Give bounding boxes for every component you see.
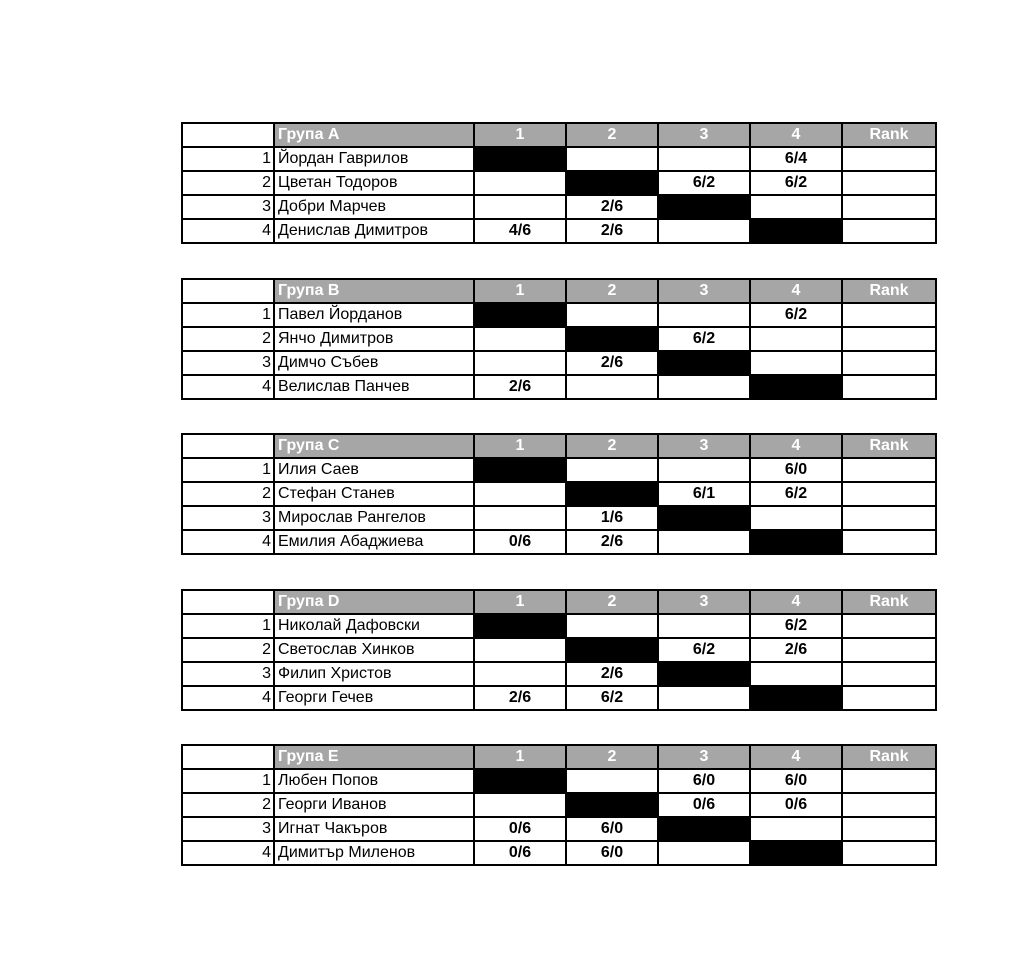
player-name: Илия Саев — [274, 458, 474, 482]
rank-cell — [842, 375, 936, 399]
score-cell — [658, 614, 750, 638]
player-row — [182, 219, 936, 243]
player-name: Игнат Чакъров — [274, 817, 474, 841]
player-row — [182, 686, 936, 710]
score-cell: 6/2 — [750, 303, 842, 327]
score-cell: 2/6 — [566, 195, 658, 219]
self-match-cell — [750, 219, 842, 243]
column-header: 3 — [658, 434, 750, 458]
header-corner-cell — [182, 745, 274, 769]
score-cell: 6/2 — [750, 482, 842, 506]
player-row — [182, 195, 936, 219]
column-header: 1 — [474, 434, 566, 458]
player-name: Йордан Гаврилов — [274, 147, 474, 171]
column-header: 4 — [750, 434, 842, 458]
player-name: Георги Иванов — [274, 793, 474, 817]
score-cell — [658, 147, 750, 171]
player-row — [182, 662, 936, 686]
player-seed: 1 — [182, 458, 274, 482]
player-row — [182, 482, 936, 506]
group-title: Група A — [274, 123, 474, 147]
header-corner-cell — [182, 123, 274, 147]
score-cell: 6/0 — [750, 458, 842, 482]
score-cell: 6/1 — [658, 482, 750, 506]
player-name: Павел Йорданов — [274, 303, 474, 327]
player-seed: 3 — [182, 195, 274, 219]
rank-cell — [842, 530, 936, 554]
score-cell — [474, 638, 566, 662]
self-match-cell — [474, 614, 566, 638]
self-match-cell — [474, 303, 566, 327]
player-name: Стефан Станев — [274, 482, 474, 506]
score-cell: 0/6 — [474, 841, 566, 865]
column-header: 4 — [750, 745, 842, 769]
self-match-cell — [474, 458, 566, 482]
score-cell: 6/0 — [658, 769, 750, 793]
player-name: Мирослав Рангелов — [274, 506, 474, 530]
player-row — [182, 171, 936, 195]
score-cell — [474, 482, 566, 506]
player-row — [182, 303, 936, 327]
score-cell: 2/6 — [566, 530, 658, 554]
score-cell — [566, 769, 658, 793]
score-cell — [566, 147, 658, 171]
rank-cell — [842, 303, 936, 327]
score-cell — [658, 686, 750, 710]
group-block — [181, 122, 935, 278]
self-match-cell — [750, 530, 842, 554]
self-match-cell — [474, 147, 566, 171]
rank-header: Rank — [842, 279, 936, 303]
group-title: Група C — [274, 434, 474, 458]
player-seed: 1 — [182, 769, 274, 793]
player-seed: 4 — [182, 841, 274, 865]
player-name: Димитър Миленов — [274, 841, 474, 865]
self-match-cell — [566, 327, 658, 351]
player-row — [182, 817, 936, 841]
player-seed: 2 — [182, 482, 274, 506]
group-title: Група B — [274, 279, 474, 303]
score-cell — [474, 351, 566, 375]
score-cell: 6/2 — [658, 171, 750, 195]
player-row — [182, 147, 936, 171]
player-seed: 3 — [182, 817, 274, 841]
rank-cell — [842, 686, 936, 710]
tournament-sheet — [181, 122, 935, 900]
group-header-row — [182, 590, 936, 614]
player-row — [182, 638, 936, 662]
player-row — [182, 769, 936, 793]
group-header-row — [182, 279, 936, 303]
score-cell — [750, 195, 842, 219]
score-cell — [474, 327, 566, 351]
score-cell — [750, 327, 842, 351]
score-cell — [658, 458, 750, 482]
column-header: 2 — [566, 123, 658, 147]
player-row — [182, 327, 936, 351]
group-block — [181, 744, 935, 900]
rank-cell — [842, 841, 936, 865]
column-header: 4 — [750, 279, 842, 303]
rank-cell — [842, 817, 936, 841]
player-seed: 4 — [182, 530, 274, 554]
self-match-cell — [750, 686, 842, 710]
self-match-cell — [566, 793, 658, 817]
player-seed: 3 — [182, 351, 274, 375]
column-header: 4 — [750, 123, 842, 147]
group-table — [181, 744, 937, 866]
score-cell — [750, 506, 842, 530]
score-cell: 6/2 — [750, 614, 842, 638]
column-header: 1 — [474, 123, 566, 147]
score-cell: 0/6 — [474, 530, 566, 554]
score-cell: 6/0 — [750, 769, 842, 793]
column-header: 2 — [566, 590, 658, 614]
rank-cell — [842, 506, 936, 530]
player-name: Добри Марчев — [274, 195, 474, 219]
player-name: Георги Гечев — [274, 686, 474, 710]
score-cell — [474, 506, 566, 530]
rank-cell — [842, 638, 936, 662]
player-row — [182, 530, 936, 554]
rank-cell — [842, 458, 936, 482]
group-block — [181, 589, 935, 745]
group-header-row — [182, 123, 936, 147]
player-seed: 3 — [182, 662, 274, 686]
player-row — [182, 793, 936, 817]
player-row — [182, 614, 936, 638]
self-match-cell — [566, 638, 658, 662]
self-match-cell — [750, 375, 842, 399]
score-cell: 2/6 — [566, 662, 658, 686]
player-name: Цветан Тодоров — [274, 171, 474, 195]
score-cell: 6/0 — [566, 817, 658, 841]
player-name: Велислав Панчев — [274, 375, 474, 399]
score-cell — [750, 662, 842, 686]
player-name: Денислав Димитров — [274, 219, 474, 243]
player-seed: 4 — [182, 686, 274, 710]
rank-header: Rank — [842, 434, 936, 458]
score-cell: 6/2 — [658, 638, 750, 662]
score-cell — [658, 303, 750, 327]
column-header: 3 — [658, 123, 750, 147]
player-name: Филип Христов — [274, 662, 474, 686]
player-name: Любен Попов — [274, 769, 474, 793]
score-cell — [750, 351, 842, 375]
score-cell — [566, 303, 658, 327]
player-row — [182, 841, 936, 865]
column-header: 3 — [658, 279, 750, 303]
rank-header: Rank — [842, 745, 936, 769]
rank-cell — [842, 195, 936, 219]
group-table — [181, 433, 937, 555]
column-header: 1 — [474, 745, 566, 769]
rank-cell — [842, 171, 936, 195]
player-seed: 4 — [182, 219, 274, 243]
rank-cell — [842, 662, 936, 686]
rank-header: Rank — [842, 590, 936, 614]
header-corner-cell — [182, 279, 274, 303]
score-cell — [658, 530, 750, 554]
column-header: 2 — [566, 434, 658, 458]
score-cell: 1/6 — [566, 506, 658, 530]
player-row — [182, 351, 936, 375]
column-header: 2 — [566, 745, 658, 769]
score-cell — [474, 171, 566, 195]
self-match-cell — [658, 506, 750, 530]
score-cell — [474, 662, 566, 686]
score-cell: 6/0 — [566, 841, 658, 865]
player-name: Янчо Димитров — [274, 327, 474, 351]
self-match-cell — [658, 662, 750, 686]
group-title: Група E — [274, 745, 474, 769]
column-header: 3 — [658, 745, 750, 769]
score-cell: 2/6 — [474, 686, 566, 710]
self-match-cell — [658, 817, 750, 841]
rank-cell — [842, 219, 936, 243]
rank-cell — [842, 769, 936, 793]
player-name: Димчо Събев — [274, 351, 474, 375]
player-seed: 4 — [182, 375, 274, 399]
score-cell — [474, 793, 566, 817]
player-seed: 2 — [182, 327, 274, 351]
header-corner-cell — [182, 434, 274, 458]
rank-cell — [842, 351, 936, 375]
self-match-cell — [750, 841, 842, 865]
score-cell — [658, 219, 750, 243]
player-row — [182, 375, 936, 399]
self-match-cell — [566, 171, 658, 195]
column-header: 1 — [474, 279, 566, 303]
score-cell: 6/2 — [750, 171, 842, 195]
self-match-cell — [566, 482, 658, 506]
rank-cell — [842, 147, 936, 171]
group-header-row — [182, 745, 936, 769]
column-header: 3 — [658, 590, 750, 614]
score-cell — [658, 375, 750, 399]
self-match-cell — [658, 351, 750, 375]
player-name: Светослав Хинков — [274, 638, 474, 662]
score-cell: 2/6 — [750, 638, 842, 662]
score-cell: 2/6 — [566, 351, 658, 375]
self-match-cell — [474, 769, 566, 793]
score-cell: 2/6 — [566, 219, 658, 243]
rank-cell — [842, 614, 936, 638]
group-block — [181, 433, 935, 589]
player-name: Николай Дафовски — [274, 614, 474, 638]
player-seed: 1 — [182, 303, 274, 327]
score-cell: 0/6 — [474, 817, 566, 841]
player-seed: 3 — [182, 506, 274, 530]
score-cell: 6/2 — [658, 327, 750, 351]
score-cell: 0/6 — [658, 793, 750, 817]
score-cell — [566, 458, 658, 482]
player-seed: 1 — [182, 147, 274, 171]
player-seed: 2 — [182, 171, 274, 195]
score-cell — [474, 195, 566, 219]
group-table — [181, 122, 937, 244]
score-cell — [566, 375, 658, 399]
score-cell: 2/6 — [474, 375, 566, 399]
column-header: 4 — [750, 590, 842, 614]
group-title: Група D — [274, 590, 474, 614]
rank-cell — [842, 793, 936, 817]
column-header: 2 — [566, 279, 658, 303]
group-header-row — [182, 434, 936, 458]
player-row — [182, 458, 936, 482]
column-header: 1 — [474, 590, 566, 614]
rank-cell — [842, 327, 936, 351]
group-table — [181, 589, 937, 711]
header-corner-cell — [182, 590, 274, 614]
group-table — [181, 278, 937, 400]
player-seed: 1 — [182, 614, 274, 638]
score-cell — [750, 817, 842, 841]
score-cell: 6/4 — [750, 147, 842, 171]
score-cell — [566, 614, 658, 638]
score-cell: 6/2 — [566, 686, 658, 710]
group-block — [181, 278, 935, 434]
player-seed: 2 — [182, 638, 274, 662]
rank-cell — [842, 482, 936, 506]
score-cell: 0/6 — [750, 793, 842, 817]
player-row — [182, 506, 936, 530]
rank-header: Rank — [842, 123, 936, 147]
self-match-cell — [658, 195, 750, 219]
score-cell: 4/6 — [474, 219, 566, 243]
player-seed: 2 — [182, 793, 274, 817]
score-cell — [658, 841, 750, 865]
player-name: Емилия Абаджиева — [274, 530, 474, 554]
